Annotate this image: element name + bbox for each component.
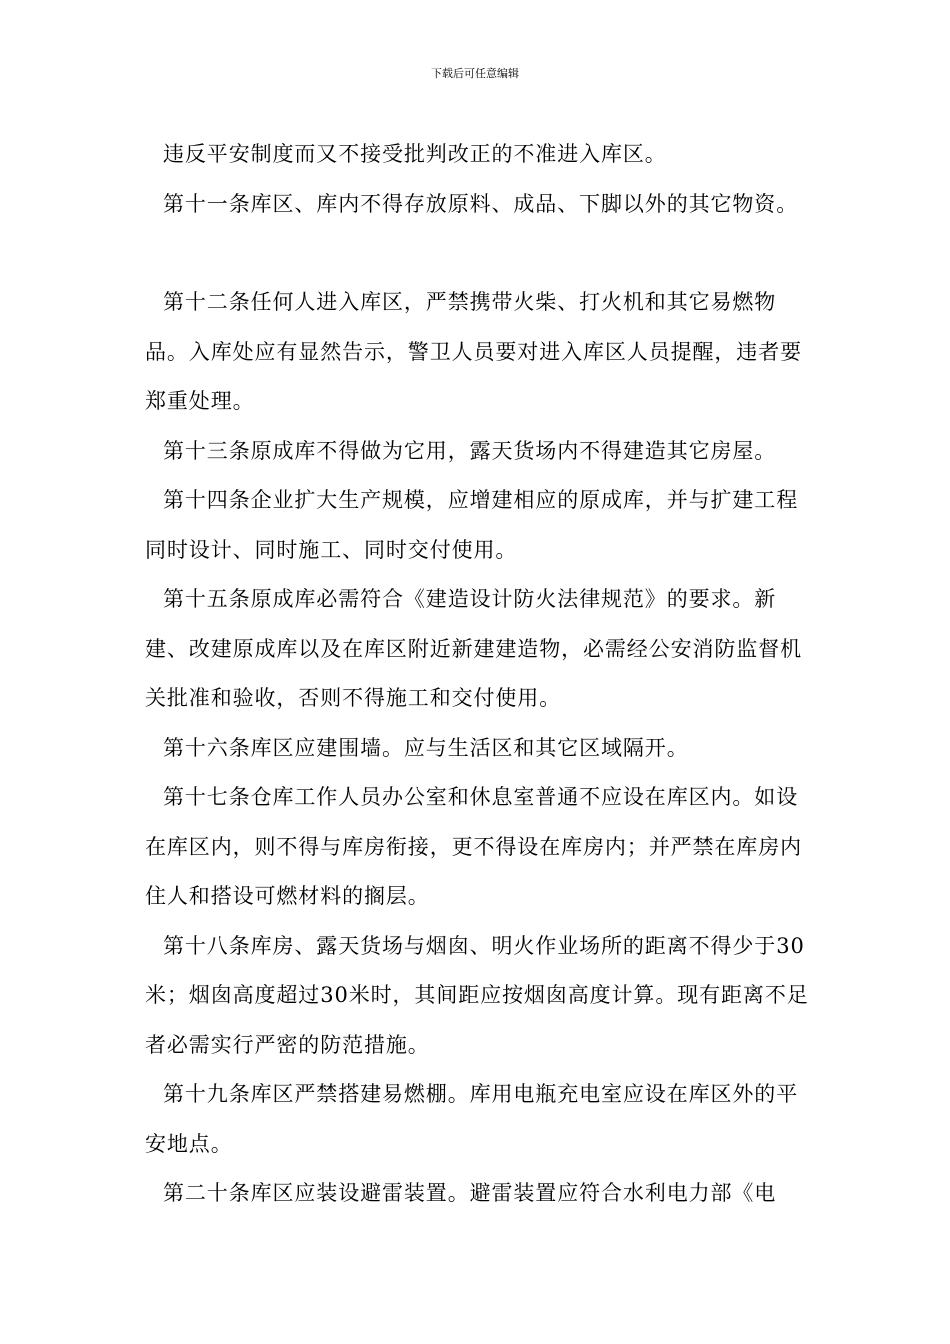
paragraph: 第十八条库房、露天货场与烟囱、明火作业场所的距离不得少于30米；烟囱高度超过30米时，其间距应按烟囱高度计算。现有距离不足者必需实行严密的防范措施。	[145, 933, 809, 1057]
paragraph: 第十九条库区严禁搭建易燃棚。库用电瓶充电室应设在库区外的平安地点。	[145, 1082, 799, 1156]
page-header: 下载后可任意编辑	[431, 67, 519, 80]
paragraph: 第十一条库区、库内不得存放原料、成品、下脚以外的其它物资。	[163, 191, 799, 216]
paragraph: 第十六条库区应建围墙。应与生活区和其它区域隔开。	[163, 735, 689, 760]
paragraph: 第十四条企业扩大生产规模，应增建相应的原成库，并与扩建工程同时设计、同时施工、同时交付使用。	[145, 488, 799, 562]
paragraph: 第十二条任何人进入库区，严禁携带火柴、打火机和其它易燃物品。入库处应有显然告示，警卫人员要对进入库区人员提醒，违者要郑重处理。	[145, 290, 802, 413]
paragraph: 第十五条原成库必需符合《建造设计防火法律规范》的要求。新建、改建原成库以及在库区附近新建建造物，必需经公安消防监督机关批准和验收，否则不得施工和交付使用。	[145, 587, 802, 710]
paragraph: 第十七条仓库工作人员办公室和休息室普通不应设在库区内。如设在库区内，则不得与库房衔接，更不得设在库房内；并严禁在库房内住人和搭设可燃材料的搁层。	[145, 785, 802, 908]
paragraph: 违反平安制度而又不接受批判改正的不准进入库区。	[163, 142, 667, 166]
paragraph: 第二十条库区应装设避雷装置。避雷装置应符合水利电力部《电	[163, 1181, 777, 1205]
paragraph: 第十三条原成库不得做为它用，露天货场内不得建造其它房屋。	[163, 438, 777, 463]
document-body	[145, 130, 810, 1219]
